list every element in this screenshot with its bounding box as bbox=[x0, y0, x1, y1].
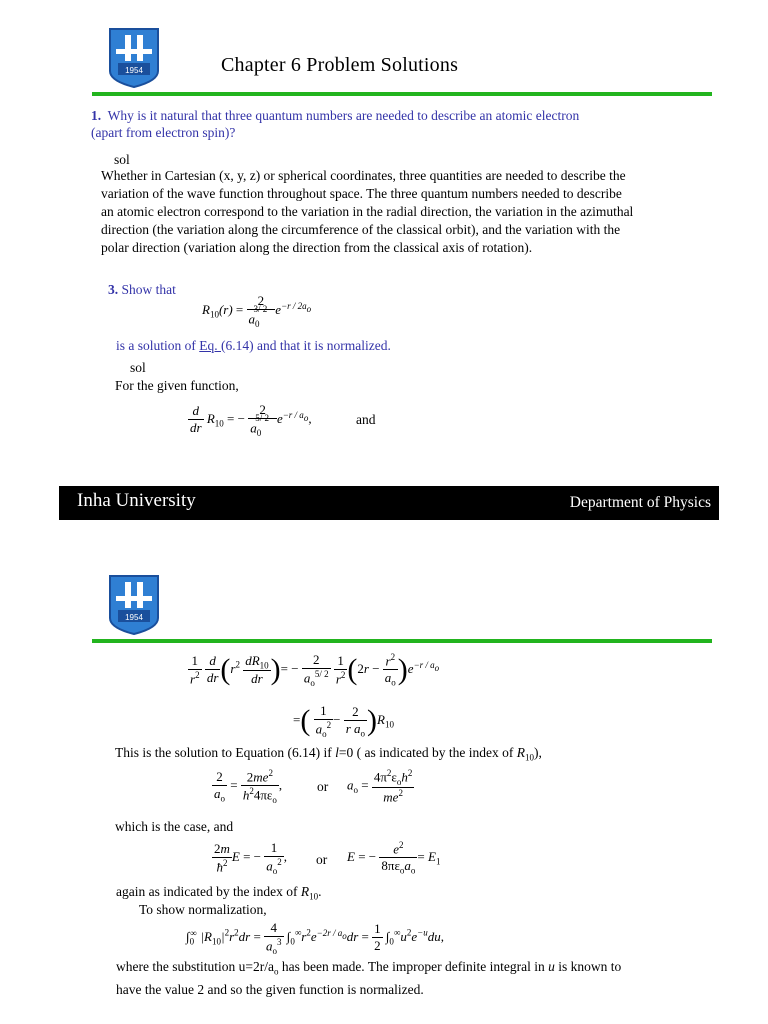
answer-line: polar direction (variation along the direction from the classical axis of rotation). bbox=[101, 240, 533, 255]
or-label-1: or bbox=[317, 779, 329, 794]
question-1-number: 1. bbox=[91, 108, 102, 123]
question-3 bbox=[108, 281, 176, 298]
statement-text-2: =0 ( as indicated by the index of bbox=[338, 745, 517, 760]
seal-year: 1954 bbox=[125, 613, 143, 622]
and-label: and bbox=[356, 412, 376, 427]
university-seal-logo bbox=[106, 574, 162, 636]
equation-r10: $R_{10}(r)$ = $\frac{2}{a_0^{3/ 2}}$ $e^{-r / 2a_o}$ bbox=[202, 293, 312, 329]
equation-energy-2: E = − $\frac{e^2}{8\pi\varepsilon_oa_o}$ = $E_1$ bbox=[347, 840, 441, 876]
answer-line: an atomic electron correspond to the variation in the radial direction, the variation in the azimuthal bbox=[101, 204, 634, 219]
equation-bohr-radius: $\frac{2}{a_o}$ = $\frac{2me^2}{h^24\pi\varepsilon_o}$ , bbox=[214, 768, 283, 806]
equation-derivative: $\frac{d}{dr}$ $R_{10}$ = − $\frac{2}{a_0^{5/ 2}}$ $e^{-r / a_o}$, bbox=[190, 402, 312, 438]
question-3-followup bbox=[116, 337, 391, 354]
equation-energy: $\frac{2m}{ħ^2}$ E = − $\frac{1}{a_o^2}$ , bbox=[214, 840, 288, 876]
university-seal-logo bbox=[106, 27, 162, 89]
normalization-intro: To show normalization, bbox=[139, 902, 267, 917]
equation-radial-result: =( $\frac{1}{a_o^2}$ − $\frac{2}{r a_o}$ )$R_{10}$ bbox=[293, 703, 394, 739]
question-1-text-2: (apart from electron spin)? bbox=[91, 125, 236, 140]
followup-text: is a solution of bbox=[116, 338, 200, 353]
question-1 bbox=[91, 107, 711, 141]
answer-line: Whether in Cartesian (x, y, z) or spherical coordinates, three quantities are needed to describe the bbox=[101, 168, 626, 183]
footer-department: Department of Physics bbox=[569, 494, 711, 511]
equation-bohr-radius-2: $a_o$ = $\frac{4\pi^2\varepsilon_oh^2}{me^2}$ bbox=[347, 768, 413, 805]
where-text-3: is known to bbox=[554, 959, 622, 974]
footer-university: Inha University bbox=[77, 490, 196, 511]
where-text-4: have the value 2 and so the given function is normalized. bbox=[116, 981, 424, 997]
equation-link[interactable]: Eq. bbox=[199, 338, 221, 353]
seal-year: 1954 bbox=[125, 66, 143, 75]
question-3-text: Show that bbox=[121, 282, 176, 297]
question-1-sol-label: sol bbox=[114, 152, 130, 167]
chapter-title: Chapter 6 Problem Solutions bbox=[221, 54, 459, 76]
statement-text: This is the solution to Equation (6.14) if bbox=[115, 745, 336, 760]
question-3-given: For the given function, bbox=[115, 378, 239, 393]
where-text: where the substitution u=2r/a bbox=[116, 959, 274, 974]
equation-radial-laplacian: $\frac{1}{r^2}$ $\frac{d}{dr}$ ($r^2$ $\frac{dR_{10}}{dr}$ )= − $\frac{2}{a_o^{5/ 2}}$ $\frac{1}{r^2}$ (2r − $\frac{r^2}{a_o}$ )$e^{-r / a_o}$ bbox=[190, 652, 440, 688]
page2-divider bbox=[92, 639, 712, 643]
followup-text-end: (6.14) and that it is normalized. bbox=[221, 338, 391, 353]
question-3-sol-label: sol bbox=[130, 360, 146, 375]
answer-line: variation of the wave function throughout space. The three quantum numbers needed to describe bbox=[101, 186, 622, 201]
again-statement: again as indicated by the index of $R_{10}$. bbox=[116, 884, 322, 902]
equation-normalization: $\int_0^\infty$ $|R_{10}|^2r^2dr$ = $\frac{4}{a_o^3}$ $\int_0^\infty r^2e^{-2r / a_o}dr$ = $\frac{1}{2}$ $\int_0^\infty u^2e^{-u}du$, bbox=[186, 920, 444, 956]
l-symbol: l bbox=[335, 745, 339, 760]
or-label-2: or bbox=[316, 852, 328, 867]
answer-line: direction (the variation along the circumference of the classical orbit), and the variation with the bbox=[101, 222, 621, 237]
question-1-answer bbox=[101, 167, 721, 257]
page-footer bbox=[59, 486, 719, 520]
question-1-text: Why is it natural that three quantum numbers are needed to describe an atomic electron bbox=[107, 108, 580, 123]
again-text: again as indicated by the index of bbox=[116, 884, 301, 899]
solution-statement: This is the solution to Equation (6.14) if l=0 ( as indicated by the index of $R_{10}$), bbox=[115, 745, 542, 763]
substitution-note: where the substitution $u=2r/a_o$ has been made. The improper definite integral in u is known to have the value 2 and so the given function is normalized. bbox=[116, 958, 716, 999]
title-divider bbox=[92, 92, 712, 96]
question-3-number: 3. bbox=[108, 282, 119, 297]
which-case: which is the case, and bbox=[115, 819, 234, 834]
where-text-2: has been made. The improper definite integral in bbox=[278, 959, 549, 974]
